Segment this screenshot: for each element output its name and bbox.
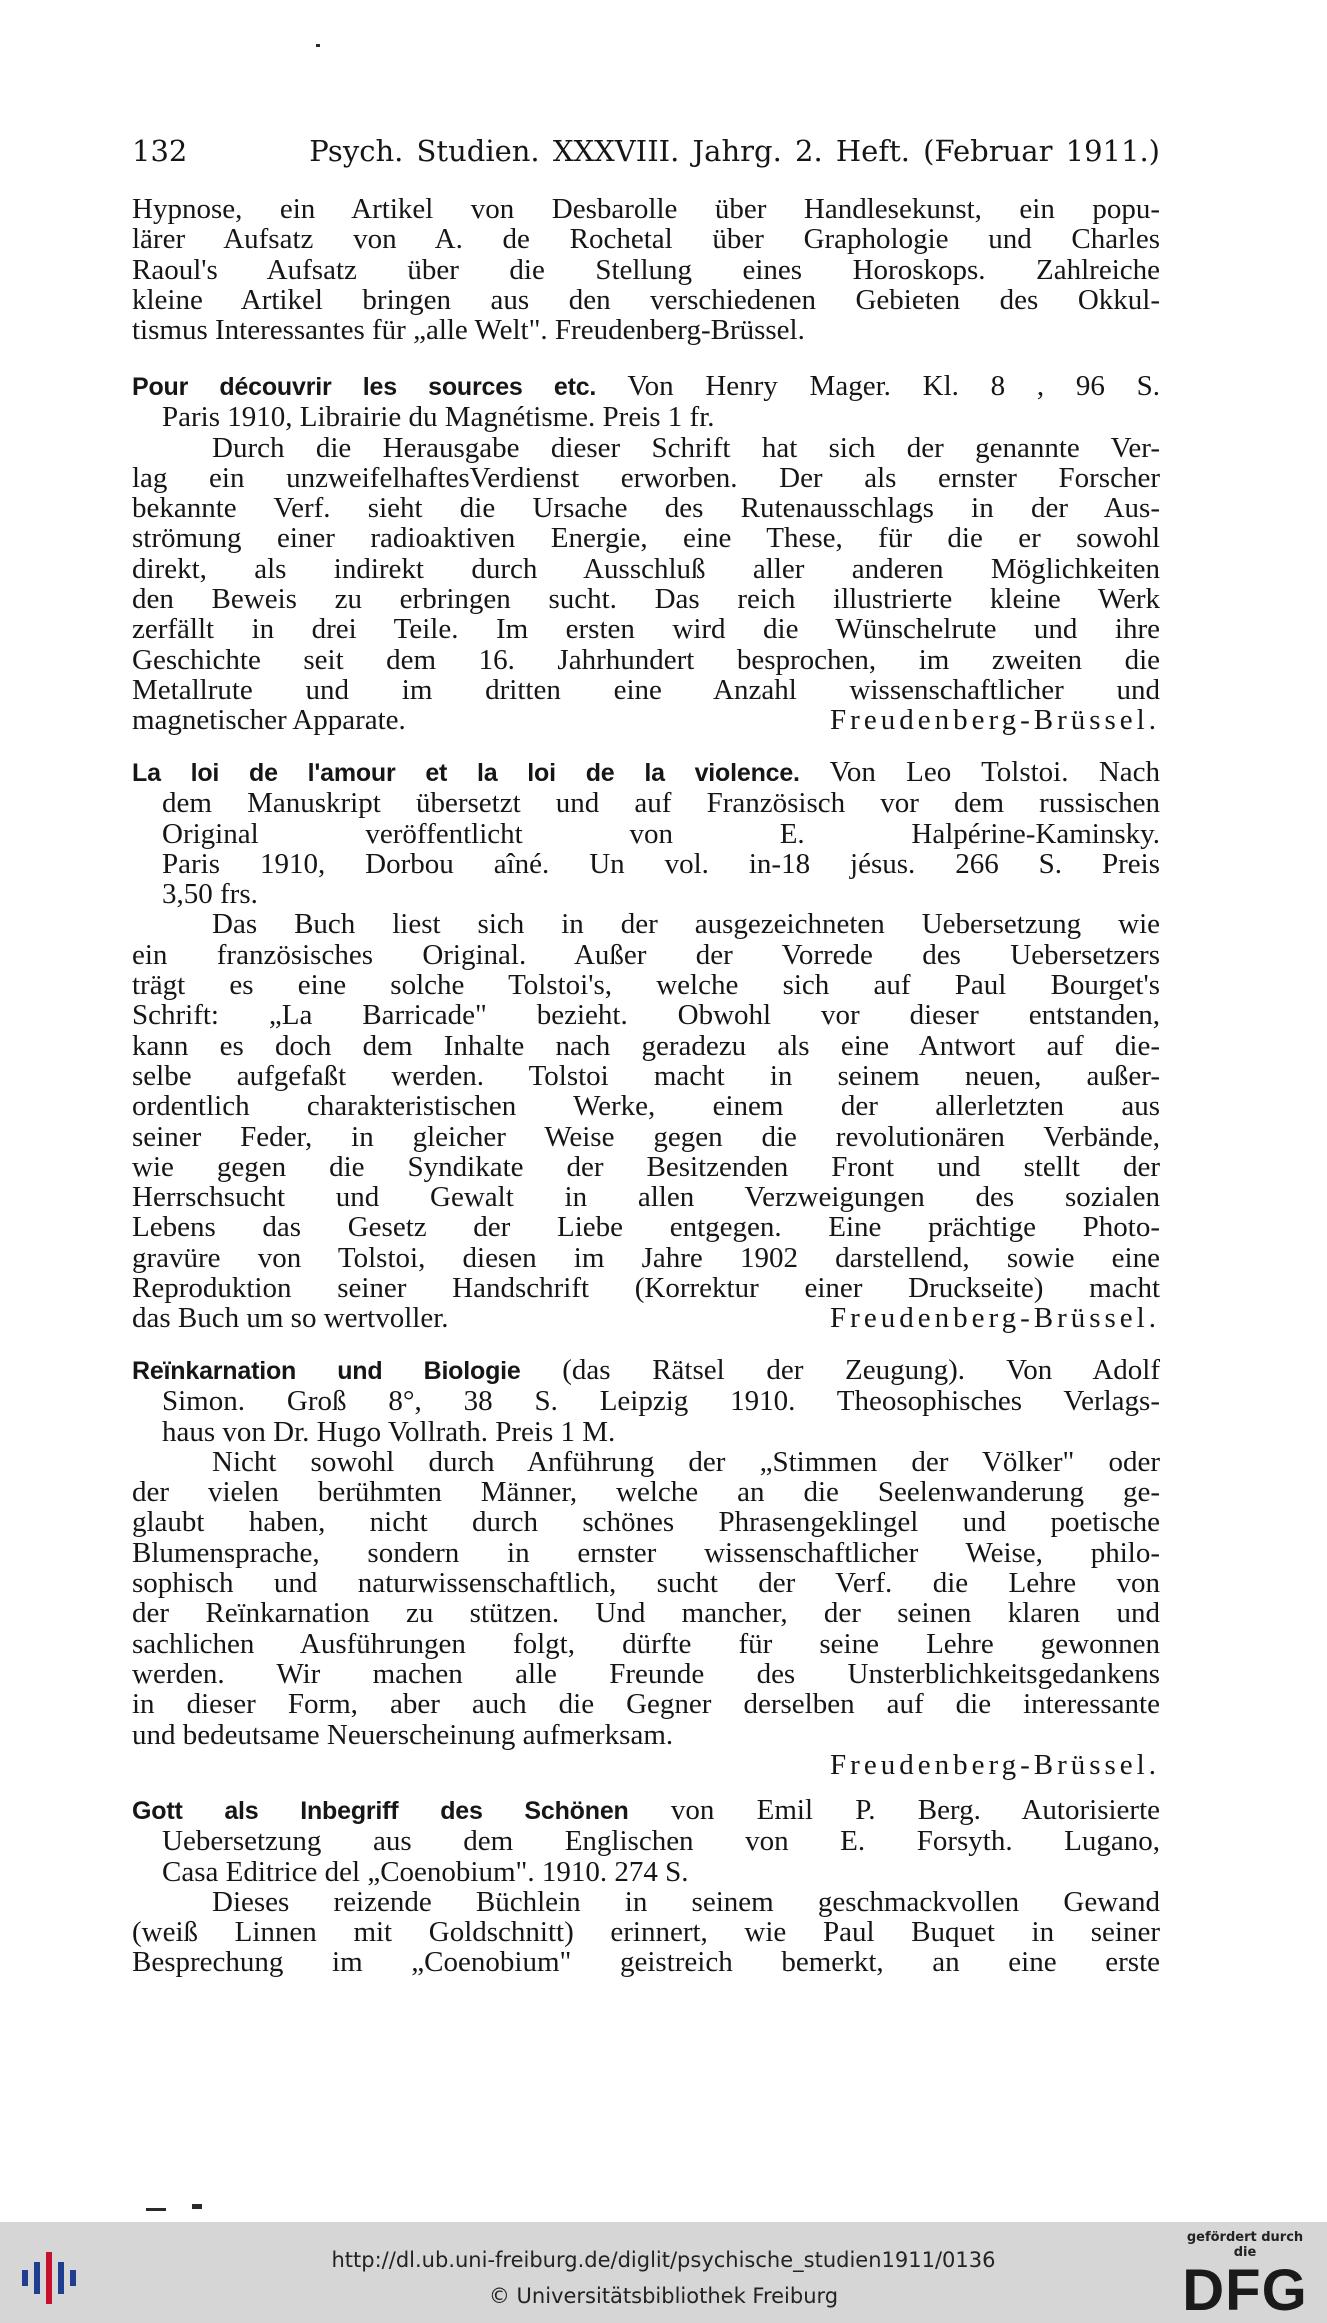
text-line: Blumensprache, sondern in ernster wissenschaftlicher Weise, philo-: [132, 1536, 1160, 1569]
entry-heading-line: [132, 1795, 1160, 1826]
text-line: kann es doch dem Inhalte nach geradezu als eine Antwort auf die-: [132, 1029, 1160, 1062]
text-line: sachlichen Ausführungen folgt, dürfte für seine Lehre gewonnen: [132, 1627, 1160, 1660]
text-line: [132, 705, 1160, 735]
citation-line: haus von Dr. Hugo Vollrath. Preis 1 M.: [162, 1415, 616, 1448]
text-line: Lebens das Gesetz der Liebe entgegen. Eine prächtige Photo-: [132, 1211, 1160, 1244]
entry-citation: Von Henry Mager. Kl. 8 , 96 S.: [596, 370, 1160, 402]
entry-heading-line: [132, 757, 1160, 788]
text-line: Hypnose, ein Artikel von Desbarolle über Handlesekunst, ein popu-: [132, 193, 1160, 225]
intro-paragraph: [132, 194, 1160, 345]
text-line: Schrift: „La Barricade" bezieht. Obwohl vor dieser entstanden,: [132, 999, 1160, 1032]
text-line: Nicht sowohl durch Anführung der „Stimmen der Völker" oder: [212, 1445, 1160, 1478]
print-mark: [192, 2204, 202, 2209]
running-title: Psych. Studien. XXXVIII. Jahrg. 2. Heft. (Februar 1911.): [309, 134, 1160, 168]
text-fragment: das Buch um so wertvoller.: [132, 1302, 449, 1335]
dfg-logo-text: DFG: [1182, 2258, 1308, 2323]
text-line: seiner Feder, in gleicher Weise gegen die revolutionären Verbände,: [132, 1120, 1160, 1153]
review-entry: [132, 757, 1160, 1334]
citation-line: Paris 1910, Dorbou aîné. Un vol. in-18 jésus. 266 S. Preis: [162, 847, 1160, 880]
text-line: den Beweis zu erbringen sucht. Das reich illustrierte kleine Werk: [132, 583, 1160, 616]
source-url-link[interactable]: http://dl.ub.uni-freiburg.de/diglit/psychische_studien1911/0136: [331, 2248, 996, 2272]
text-line: [132, 1303, 1160, 1333]
page-number: 132: [132, 134, 188, 168]
running-header: [132, 134, 1160, 168]
text-line: gravüre von Tolstoi, diesen im Jahre 1902 darstellend, sowie eine: [132, 1241, 1160, 1274]
reviewer-signature: Freudenberg-Brüssel.: [830, 704, 1160, 737]
text-line: der Reïnkarnation zu stützen. Und mancher, der seinen klaren und: [132, 1597, 1160, 1630]
entry-heading-line: [132, 371, 1160, 402]
text-line: wie gegen die Syndikate der Besitzenden Front und stellt der: [132, 1150, 1160, 1183]
text-line: kleine Artikel bringen aus den verschiedenen Gebieten des Okkul-: [132, 283, 1160, 316]
citation-line: Paris 1910, Librairie du Magnétisme. Preis 1 fr.: [162, 401, 715, 434]
citation-line: Casa Editrice del „Coenobium". 1910. 274 S.: [162, 1855, 689, 1888]
reviewer-signature: Freudenberg-Brüssel.: [830, 1748, 1160, 1781]
text-line: Raoul's Aufsatz über die Stellung eines Horoskops. Zahlreiche: [132, 253, 1160, 286]
text-line: ordentlich charakteristischen Werke, einem der allerletzten aus: [132, 1090, 1160, 1123]
text-line: direkt, als indirekt durch Ausschluß aller anderen Möglichkeiten: [132, 552, 1160, 585]
print-mark: [146, 2208, 166, 2211]
text-line: strömung einer radioaktiven Energie, eine These, für die er sowohl: [132, 522, 1160, 555]
citation-line: Uebersetzung aus dem Englischen von E. Forsyth. Lugano,: [162, 1825, 1160, 1858]
text-fragment: magnetischer Apparate.: [132, 704, 406, 737]
text-line: Besprechung im „Coenobium" geistreich bemerkt, an eine erste: [132, 1946, 1160, 1979]
dfg-logo: [1175, 2230, 1315, 2323]
text-line: Geschichte seit dem 16. Jahrhundert besprochen, im zweiten die: [132, 643, 1160, 676]
entry-citation: Von Leo Tolstoi. Nach: [799, 756, 1161, 788]
text-line: Metallrute und im dritten eine Anzahl wissenschaftlicher und: [132, 673, 1160, 706]
text-line: trägt es eine solche Tolstoi's, welche sich auf Paul Bourget's: [132, 969, 1160, 1002]
entry-title: Reïnkarnation und Biologie: [132, 1357, 521, 1385]
entry-title: Gott als Inbegriff des Schönen: [132, 1797, 629, 1825]
entry-citation: (das Rätsel der Zeugung). Von Adolf: [520, 1354, 1160, 1386]
text-line: bekannte Verf. sieht die Ursache des Rutenausschlags in der Aus-: [132, 492, 1160, 525]
text-line: werden. Wir machen alle Freunde des Unsterblichkeitsgedankens: [132, 1657, 1160, 1690]
text-line: Reproduktion seiner Handschrift (Korrektur einer Druckseite) macht: [132, 1272, 1160, 1305]
text-line: in dieser Form, aber auch die Gegner derselben auf die interessante: [132, 1688, 1160, 1721]
text-line: tismus Interessantes für „alle Welt". Freudenberg-Brüssel.: [132, 314, 805, 347]
entry-citation: von Emil P. Berg. Autorisierte: [628, 1794, 1160, 1826]
citation-line: Original veröffentlicht von E. Halpérine-Kaminsky.: [162, 817, 1160, 850]
review-entry: [132, 1355, 1160, 1780]
citation-line: 3,50 frs.: [162, 878, 258, 911]
text-line: Durch die Herausgabe dieser Schrift hat sich der genannte Ver-: [212, 431, 1160, 464]
entry-title: Pour découvrir les sources etc.: [132, 373, 597, 401]
text-line: der vielen berühmten Männer, welche an die Seelenwanderung ge-: [132, 1476, 1160, 1509]
reviewer-signature: Freudenberg-Brüssel.: [830, 1302, 1160, 1335]
text-line: glaubt haben, nicht durch schönes Phrasengeklingel und poetische: [132, 1506, 1160, 1539]
text-line: zerfällt in drei Teile. Im ersten wird die Wünschelrute und ihre: [132, 613, 1160, 646]
entry-title: La loi de l'amour et la loi de la violence.: [132, 759, 800, 787]
text-line: Dieses reizende Büchlein in seinem geschmackvollen Gewand: [212, 1885, 1160, 1918]
review-entry: [132, 371, 1160, 736]
text-line: selbe aufgefaßt werden. Tolstoi macht in seinem neuen, außer-: [132, 1059, 1160, 1092]
text-line: lärer Aufsatz von A. de Rochetal über Graphologie und Charles: [132, 223, 1160, 256]
entry-heading-line: [132, 1355, 1160, 1386]
text-line: Herrschsucht und Gewalt in allen Verzweigungen des sozialen: [132, 1181, 1160, 1214]
text-line: sophisch und naturwissenschaftlich, sucht der Verf. die Lehre von: [132, 1567, 1160, 1600]
footer-bar: [0, 2222, 1327, 2323]
citation-line: dem Manuskript übersetzt und auf Französisch vor dem russischen: [162, 787, 1160, 820]
text-line: und bedeutsame Neuerscheinung aufmerksam.: [132, 1718, 674, 1751]
review-entry: [132, 1795, 1160, 1978]
text-line: ein französisches Original. Außer der Vorrede des Uebersetzers: [132, 938, 1160, 971]
text-line: lag ein unzweifelhaftesVerdienst erworben. Der als ernster Forscher: [132, 461, 1160, 494]
dfg-caption: gefördert durch die: [1186, 2230, 1304, 2260]
citation-line: Simon. Groß 8°, 38 S. Leipzig 1910. Theosophisches Verlags-: [162, 1385, 1160, 1418]
copyright-notice: © Universitätsbibliothek Freiburg: [488, 2284, 839, 2308]
print-mark: [316, 44, 320, 47]
text-line: (weiß Linnen mit Goldschnitt) erinnert, wie Paul Buquet in seiner: [132, 1916, 1160, 1949]
text-line: Das Buch liest sich in der ausgezeichneten Uebersetzung wie: [212, 908, 1160, 941]
